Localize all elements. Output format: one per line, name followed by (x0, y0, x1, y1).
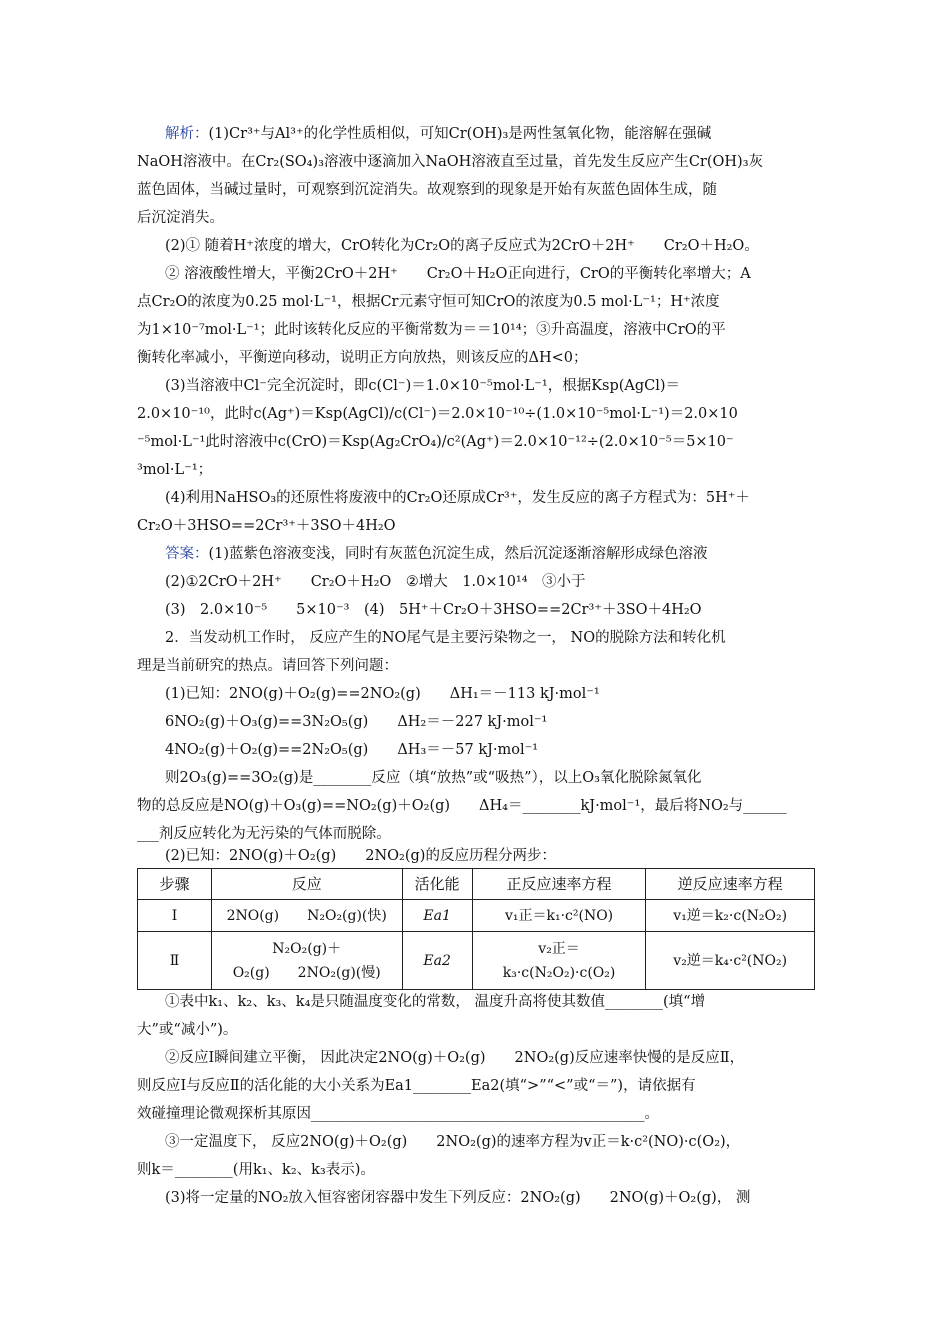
text-line: 6NO₂(g)＋O₃(g)==3N₂O₅(g) ΔH₂＝－227 kJ·mol⁻¹ (165, 714, 548, 730)
text-line: (1)Cr³⁺与Al³⁺的化学性质相似，可知Cr(OH)₃是两性氢氧化物，能溶解在强碱 (208, 126, 712, 142)
text-line: 大”或“减小”)。 (137, 1022, 238, 1038)
text-line: (1)已知：2NO(g)＋O₂(g)==2NO₂(g) ΔH₁＝－113 kJ·mol⁻¹ (165, 686, 600, 702)
text-line: ___剂反应转化为无污染的气体而脱除。 (137, 826, 391, 842)
reaction-steps-table (137, 868, 815, 990)
table-cell: v₁逆＝k₂·c(N₂O₂) (646, 900, 815, 932)
analysis-label: 解析： (165, 126, 209, 142)
reaction-text: O₂(g) 2NO₂(g)(慢) (232, 964, 381, 981)
reaction-text: N₂O₂(g)＋ (272, 940, 342, 957)
text-line: ②反应Ⅰ瞬间建立平衡， 因此决定2NO(g)＋O₂(g) 2NO₂(g)反应速率快慢的是反应Ⅱ， (165, 1050, 745, 1066)
table-header: 反应 (211, 869, 402, 900)
question-2-line: 2．当发动机工作时， 反应产生的NO尾气是主要污染物之一， NO的脱除方法和转化机 (165, 630, 726, 646)
text-line: 衡转化率减小，平衡逆向移动，说明正方向放热，则该反应的ΔH<0； (137, 350, 588, 366)
text-line: 则k＝________(用k₁、k₂、k₃表示)。 (137, 1162, 375, 1178)
text-line: ③一定温度下， 反应2NO(g)＋O₂(g) 2NO₂(g)的速率方程为v正＝k·c²(NO)·c(O₂)， (165, 1134, 741, 1150)
answer-label: 答案： (165, 546, 209, 562)
table-header: 活化能 (402, 869, 472, 900)
text-line: 为1×10⁻⁷mol·L⁻¹；此时该转化反应的平衡常数为＝＝10¹⁴；③升高温度，溶液中CrO的平 (137, 322, 726, 338)
text-line: (1)蓝紫色溶液变浅，同时有灰蓝色沉淀生成，然后沉淀逐渐溶解形成绿色溶液 (208, 546, 708, 562)
table-cell (472, 932, 646, 990)
text-line: (3)当溶液中Cl⁻完全沉淀时，即c(Cl⁻)＝1.0×10⁻⁵mol·L⁻¹，根据Ksp(AgCl)＝ (165, 378, 681, 394)
rate-text: k₃·c(N₂O₂)·c(O₂) (502, 964, 616, 981)
text-line: (4)利用NaHSO₃的还原性将废液中的Cr₂O还原成Cr³⁺，发生反应的离子方程式为：5H⁺＋ (165, 490, 750, 506)
table-row (138, 932, 815, 990)
text-line: 2.0×10⁻¹⁰，此时c(Ag⁺)＝Ksp(AgCl)/c(Cl⁻)＝2.0×10⁻¹⁰÷(1.0×10⁻⁵mol·L⁻¹)＝2.0×10 (137, 406, 738, 422)
table-header: 步骤 (138, 869, 212, 900)
text-line: 则反应Ⅰ与反应Ⅱ的活化能的大小关系为Ea1________Ea2(填“>”“<”或“＝”)，请依据有 (137, 1078, 696, 1094)
text-line: 蓝色固体，当碱过量时，可观察到沉淀消失。故观察到的现象是开始有灰蓝色固体生成，随 (137, 182, 717, 198)
table-header: 逆反应速率方程 (646, 869, 815, 900)
text-line: 效碰撞理论微观探析其原因______________________________________________。 (137, 1106, 659, 1122)
text-line: 理是当前研究的热点。请回答下列问题： (137, 658, 398, 674)
table-row (138, 900, 815, 932)
text-line: (2)已知：2NO(g)＋O₂(g) 2NO₂(g)的反应历程分两步： (165, 848, 556, 864)
text-line: (2)①2CrO＋2H⁺ Cr₂O＋H₂O ②增大 1.0×10¹⁴ ③小于 (165, 574, 586, 590)
table-cell: v₂逆＝k₄·c²(NO₂) (646, 932, 815, 990)
text-line: ② 溶液酸性增大，平衡2CrO＋2H⁺ Cr₂O＋H₂O正向进行，CrO的平衡转化率增大；A (165, 266, 751, 282)
table-cell (211, 932, 402, 990)
text-line: 后沉淀消失。 (137, 210, 224, 226)
table-cell: Ⅰ (138, 900, 212, 932)
text-line: (3) 2.0×10⁻⁵ 5×10⁻³ (4) 5H⁺＋Cr₂O＋3HSO==2Cr³⁺＋3SO＋4H₂O (165, 602, 702, 618)
text-line: 物的总反应是NO(g)＋O₃(g)==NO₂(g)＋O₂(g) ΔH₄＝________kJ·mol⁻¹，最后将NO₂与______ (137, 798, 787, 814)
text-line: NaOH溶液中。在Cr₂(SO₄)₃溶液中逐滴加入NaOH溶液直至过量，首先发生反应产生Cr(OH)₃灰 (137, 154, 764, 170)
text-line: (2)① 随着H⁺浓度的增大，CrO转化为Cr₂O的离子反应式为2CrO＋2H⁺ Cr₂O＋H₂O。 (165, 238, 759, 254)
analysis-line (165, 120, 815, 148)
text-line: (3)将一定量的NO₂放入恒容密闭容器中发生下列反应：2NO₂(g) 2NO(g)＋O₂(g)， 测 (165, 1190, 751, 1206)
text-line: 4NO₂(g)＋O₂(g)==2N₂O₅(g) ΔH₃＝－57 kJ·mol⁻¹ (165, 742, 539, 758)
text-line: ①表中k₁、k₂、k₃、k₄是只随温度变化的常数， 温度升高将使其数值________(填“增 (165, 994, 706, 1010)
text-line: 点Cr₂O的浓度为0.25 mol·L⁻¹，根据Cr元素守恒可知CrO的浓度为0.5 mol·L⁻¹；H⁺浓度 (137, 294, 720, 310)
table-header-row (138, 869, 815, 900)
table-cell: v₁正＝k₁·c²(NO) (472, 900, 646, 932)
table-cell: 2NO(g) N₂O₂(g)(快) (211, 900, 402, 932)
text-line: Cr₂O＋3HSO==2Cr³⁺＋3SO＋4H₂O (137, 518, 396, 534)
table-cell: Ⅱ (138, 932, 212, 990)
table-cell: Ea2 (402, 932, 472, 990)
table-header: 正反应速率方程 (472, 869, 646, 900)
text-line: 则2O₃(g)==3O₂(g)是________反应（填“放热”或“吸热”），以上O₃氧化脱除氮氧化 (165, 770, 702, 786)
text-line: ³mol·L⁻¹； (137, 462, 213, 478)
table-cell: Ea1 (402, 900, 472, 932)
text-line: ⁻⁵mol·L⁻¹此时溶液中c(CrO)＝Ksp(Ag₂CrO₄)/c²(Ag⁺)＝2.0×10⁻¹²÷(2.0×10⁻⁵＝5×10⁻ (137, 434, 734, 450)
answer-line (165, 540, 815, 568)
rate-text: v₂正＝ (538, 940, 580, 957)
